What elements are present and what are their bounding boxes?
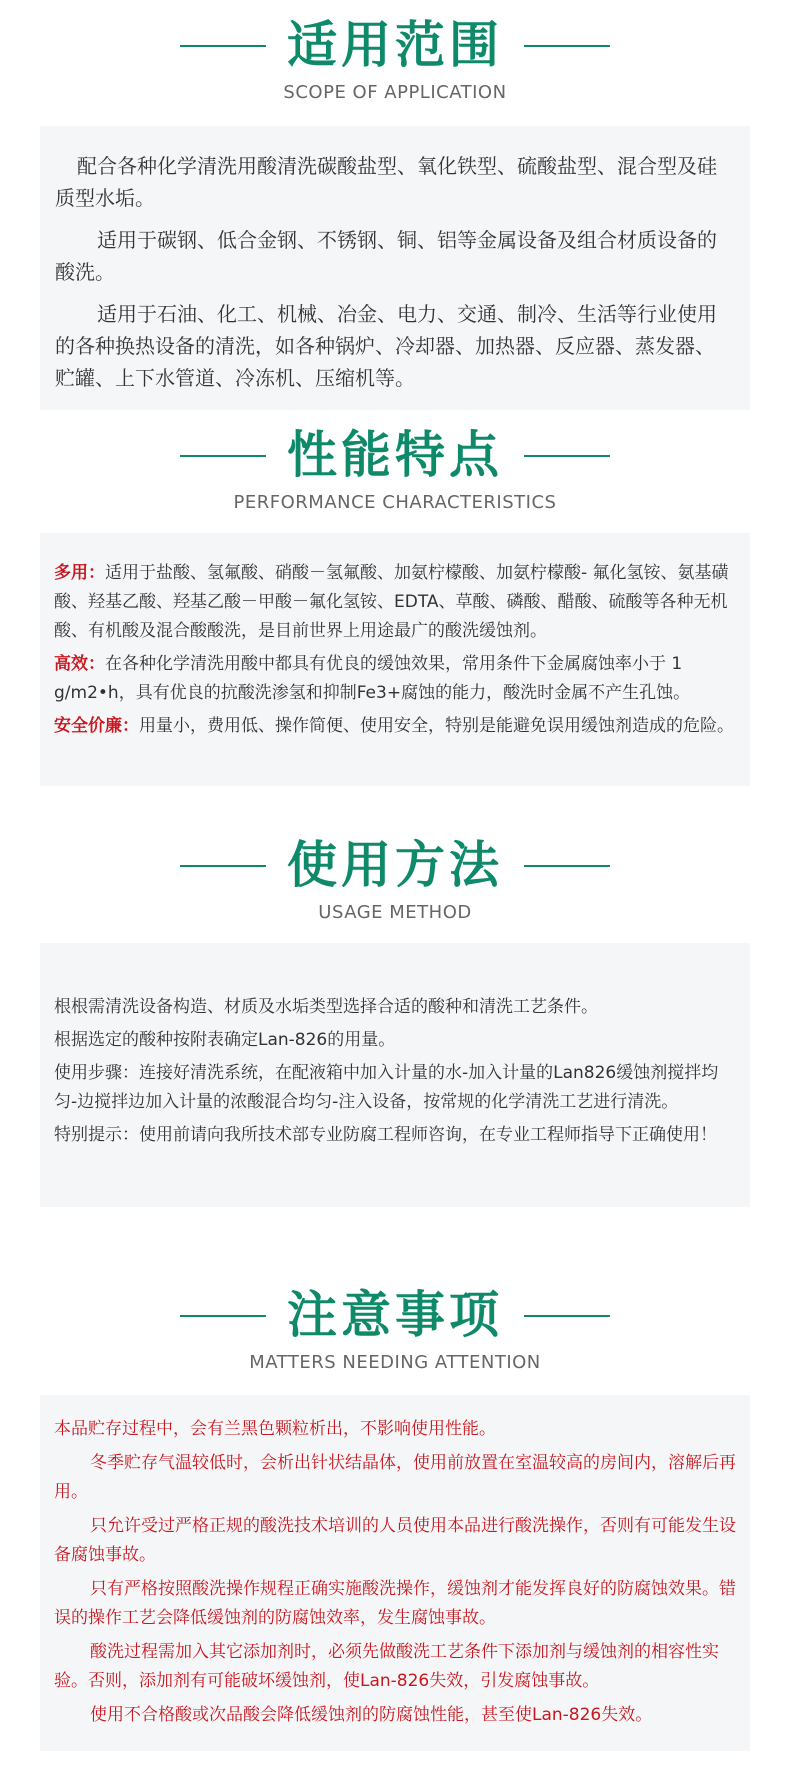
attention-paragraph: 酸洗过程需加入其它添加剂时，必须先做酸洗工艺条件下添加剂与缓蚀剂的相容性实验。否则，添加剂有可能破坏缓蚀剂，使Lan-826失效，引发腐蚀事故。 bbox=[54, 1642, 719, 1691]
title-decor-line-right bbox=[524, 1315, 610, 1317]
scope-paragraph-1: 配合各种化学清洗用酸清洗碳酸盐型、氧化铁型、硫酸盐型、混合型及硅质型水垢。 bbox=[55, 154, 717, 210]
section-title: 适用范围 bbox=[287, 16, 503, 74]
attention-content-box bbox=[40, 1395, 750, 1751]
scope-content-box bbox=[40, 126, 750, 410]
usage-paragraph: 根根需清洗设备构造、材质及水垢类型选择合适的酸种和清洗工艺条件。 bbox=[54, 997, 598, 1017]
usage-section-header bbox=[0, 830, 790, 940]
section-subtitle: SCOPE OF APPLICATION bbox=[283, 82, 507, 103]
section-title: 使用方法 bbox=[287, 836, 503, 894]
title-decor-line-right bbox=[524, 455, 610, 457]
performance-item bbox=[54, 712, 736, 741]
title-decor-line-right bbox=[524, 865, 610, 867]
title-decor-line-right bbox=[524, 45, 610, 47]
section-title: 注意事项 bbox=[287, 1286, 503, 1344]
performance-content-box bbox=[40, 533, 750, 786]
performance-item-label: 安全价廉： bbox=[54, 716, 139, 736]
section-subtitle: PERFORMANCE CHARACTERISTICS bbox=[233, 492, 557, 513]
scope-paragraph-2: 适用于碳钢、低合金钢、不锈钢、铜、铝等金属设备及组合材质设备的酸洗。 bbox=[55, 228, 717, 284]
attention-paragraph: 只允许受过严格正规的酸洗技术培训的人员使用本品进行酸洗操作，否则有可能发生设备腐蚀事故。 bbox=[54, 1516, 736, 1565]
attention-paragraph: 冬季贮存气温较低时，会析出针状结晶体，使用前放置在室温较高的房间内，溶解后再用。 bbox=[54, 1453, 736, 1502]
scope-section-header bbox=[0, 10, 790, 120]
usage-paragraph: 根据选定的酸种按附表确定Lan-826的用量。 bbox=[54, 1030, 396, 1050]
performance-item-text: 适用于盐酸、氢氟酸、硝酸－氢氟酸、加氨柠檬酸、加氨柠檬酸- 氟化氢铵、氨基磺酸、羟基乙酸、羟基乙酸－甲酸－氟化氢铵、EDTA、草酸、磷酸、醋酸、硫酸等各种无机酸、有机酸及混合酸酸洗，是目前世界上用途最广的酸洗缓蚀剂。 bbox=[54, 563, 729, 641]
section-subtitle: MATTERS NEEDING ATTENTION bbox=[249, 1352, 541, 1373]
scope-paragraph-3: 适用于石油、化工、机械、冶金、电力、交通、制冷、生活等行业使用的各种换热设备的清洗，如各种锅炉、冷却器、加热器、反应器、蒸发器、贮罐、上下水管道、冷冻机、压缩机等。 bbox=[55, 302, 717, 390]
performance-section-header bbox=[0, 420, 790, 530]
attention-paragraph: 使用不合格酸或次品酸会降低缓蚀剂的防腐蚀性能，甚至使Lan-826失效。 bbox=[90, 1705, 653, 1725]
usage-paragraph: 使用步骤：连接好清洗系统，在配液箱中加入计量的水-加入计量的Lan826缓蚀剂搅拌均匀-边搅拌边加入计量的浓酸混合均匀-注入设备，按常规的化学清洗工艺进行清洗。 bbox=[54, 1063, 719, 1112]
performance-item bbox=[54, 650, 736, 708]
usage-paragraph: 特别提示：使用前请向我所技术部专业防腐工程师咨询，在专业工程师指导下正确使用！ bbox=[54, 1125, 717, 1145]
attention-section-header bbox=[0, 1280, 790, 1390]
performance-item-text: 在各种化学清洗用酸中都具有优良的缓蚀效果，常用条件下金属腐蚀率小于 1 g/m2•h，具有优良的抗酸洗渗氢和抑制Fe3+腐蚀的能力，酸洗时金属不产生孔蚀。 bbox=[54, 654, 691, 703]
attention-paragraph: 只有严格按照酸洗操作规程正确实施酸洗操作，缓蚀剂才能发挥良好的防腐蚀效果。错误的操作工艺会降低缓蚀剂的防腐蚀效率，发生腐蚀事故。 bbox=[54, 1579, 736, 1628]
section-subtitle: USAGE METHOD bbox=[318, 902, 472, 923]
section-title: 性能特点 bbox=[287, 426, 503, 484]
performance-item-label: 多用： bbox=[54, 563, 105, 583]
performance-item-label: 高效： bbox=[54, 654, 105, 674]
performance-item bbox=[54, 559, 736, 646]
attention-paragraph: 本品贮存过程中，会有兰黑色颗粒析出，不影响使用性能。 bbox=[54, 1419, 496, 1439]
performance-item-text: 用量小，费用低、操作简便、使用安全，特别是能避免误用缓蚀剂造成的危险。 bbox=[139, 716, 734, 736]
usage-content-box bbox=[40, 943, 750, 1207]
